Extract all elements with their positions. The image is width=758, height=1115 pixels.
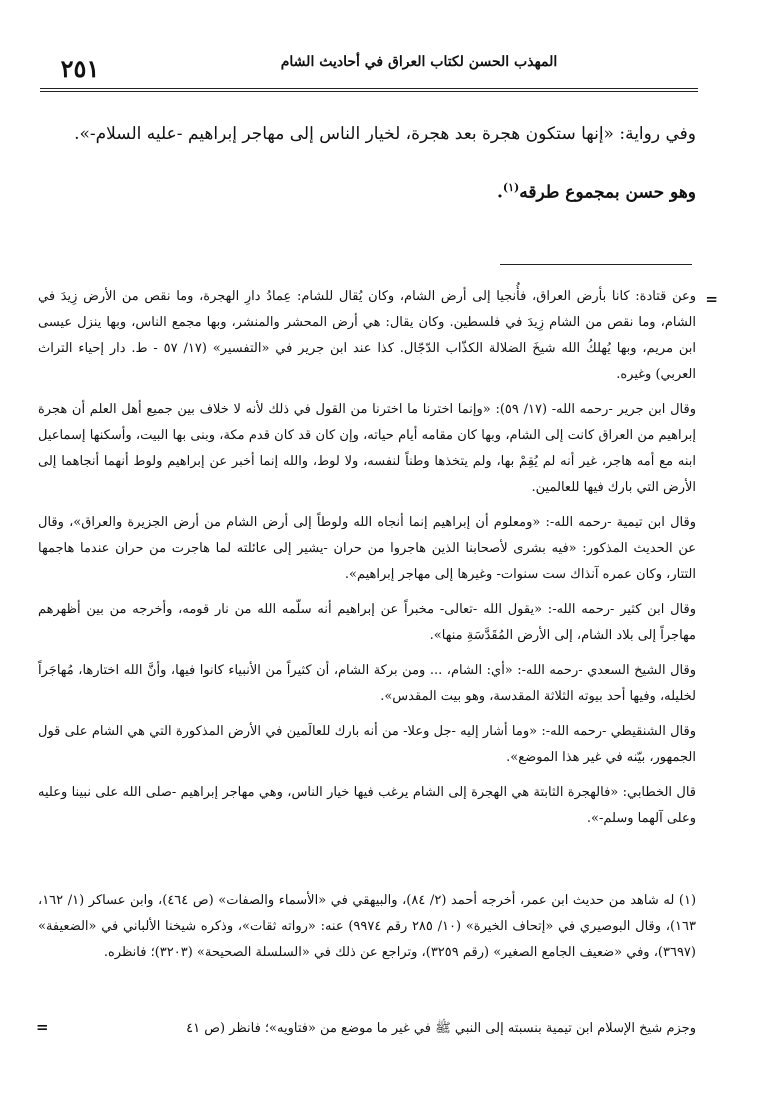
page-number: ٢٥١ xyxy=(60,54,100,83)
main-text xyxy=(40,114,696,227)
notes-separator xyxy=(500,264,692,265)
footnote-1: (١) له شاهد من حديث ابن عمر، أخرجه أحمد (٢/ ٨٤)، والبيهقي في «الأسماء والصفات» (ص ٤٦٤)، وابن عساكر (١/ ١٦٢، ١٦٣)، وقال البوصيري في «إتحاف الخيرة» (١٠/ ٢٨٥ رقم ٩٩٧٤) عنه: «رواته ثقات»، وذكره شيخنا الألباني في «الضعيفة» (٣٦٩٧)، وفي «ضعيف الجامع الصغير» (رقم ٣٢٥٩)، وتراجع عن ذلك في «السلسلة الصحيحة» (٣٢٠٣)؛ فانظره. xyxy=(38,893,697,960)
verdict-text: وهو حسن بمجموع طرقه xyxy=(519,182,696,203)
continuation-marker-top: = xyxy=(705,290,718,308)
footnote-reference: (١) xyxy=(502,181,520,194)
commentary-notes xyxy=(38,284,696,841)
header-rule xyxy=(40,88,698,92)
footnotes xyxy=(38,888,696,966)
continuation-marker-bottom: = xyxy=(36,1018,49,1036)
note-paragraph: وقال ابن جرير -رحمه الله- (١٧/ ٥٩): «وإنما اخترنا ما اخترنا من القول في ذلك لأنه لا خلاف بين جميع أهل العلم أن هجرة إبراهيم من العراق كانت إلى الشام، وبها كان مقامه أيام حياته، وإن كان قد كان قدم مكة، وبنى بها البيت، وأسكنها إسماعيل ابنه مع أمه هاجر، غير أنه لم يُقِمْ بها، ولم يتخذها وطناً لنفسه، ولا لوط، والله إنما أخبر عن إبراهيم ولوط أنهما أنجاهما إلى الأرض التي بارك فيها للعالمين. xyxy=(38,402,696,495)
page-header xyxy=(40,48,698,94)
continuation-line xyxy=(60,1016,696,1042)
note-paragraph: وعن قتادة: كانا بأرض العراق، فأُنجيا إلى أرض الشام، وكان يُقال للشام: عِمادُ دارِ الهجرة، وما نقص من الأرض زِيدَ في الشام، وما نقص من الشام زِيدَ في فلسطين. وكان يقال: هي أرض المحشر والمنشر، وبها مجمع الناس، وبها ينزل عيسى ابن مريم، وبها يُهلكُ الله شيخَ الضلالة الكذّاب الدّجّال. كذا عند ابن جرير في «التفسير» (١٧/ ٥٧ - ط. دار إحياء التراث العربي) وغيره. xyxy=(38,289,697,382)
main-paragraph: وفي رواية: «إنها ستكون هجرة بعد هجرة، لخيار الناس إلى مهاجر إبراهيم -عليه السلام-». xyxy=(74,124,696,144)
running-title: المهذب الحسن لكتاب العراق في أحاديث الشام xyxy=(280,54,558,70)
note-paragraph: قال الخطابي: «فالهجرة الثابتة هي الهجرة إلى الشام يرغب فيها خيار الناس، وهي مهاجر إبراهيم -صلى الله على نبينا وعليه وعلى آلهما وسلم-». xyxy=(38,785,696,826)
note-paragraph: وقال ابن كثير -رحمه الله-: «يقول الله -تعالى- مخبراً عن إبراهيم أنه سلّمه الله من نار قومه، وأخرجه من بين أظهرهم مهاجراً إلى بلاد الشام، إلى الأرض المُقَدَّسَةِ منها». xyxy=(38,602,696,643)
note-paragraph: وقال الشنقيطي -رحمه الله-: «وما أشار إليه -جل وعلا- من أنه بارك للعالَمين في الأرض المذكورة التي هي الشام على قول الجمهور، بيّنه في غير هذا الموضع». xyxy=(38,724,696,765)
verdict-period: . xyxy=(496,182,503,203)
note-paragraph: وقال الشيخ السعدي -رحمه الله-: «أي: الشام، ... ومن بركة الشام، أن كثيراً من الأنبياء كانوا فيها، وأنَّ الله اختارها، مُهاجَراً لخليله، وفيها أحد بيوته الثلاثة المقدسة، وهو بيت المقدس». xyxy=(38,663,696,704)
hadith-verdict xyxy=(40,168,696,213)
note-paragraph: وقال ابن تيمية -رحمه الله-: «ومعلوم أن إبراهيم إنما أنجاه الله ولوطاً إلى أرض الشام من أرض الجزيرة والعراق»، وقال عن الحديث المذكور: «فيه بشرى لأصحابنا الذين هاجروا من حران -يشير إلى عائلته لما هاجرت من حران عندما هاجمها التتار، وكان عمره آنذاك ست سنوات- وغيرها إلى مهاجر إبراهيم». xyxy=(38,515,696,582)
continuation-text: وجزم شيخ الإسلام ابن تيمية بنسبته إلى النبي ﷺ في غير ما موضع من «فتاويه»؛ فانظر (ص ٤١ xyxy=(186,1021,696,1036)
